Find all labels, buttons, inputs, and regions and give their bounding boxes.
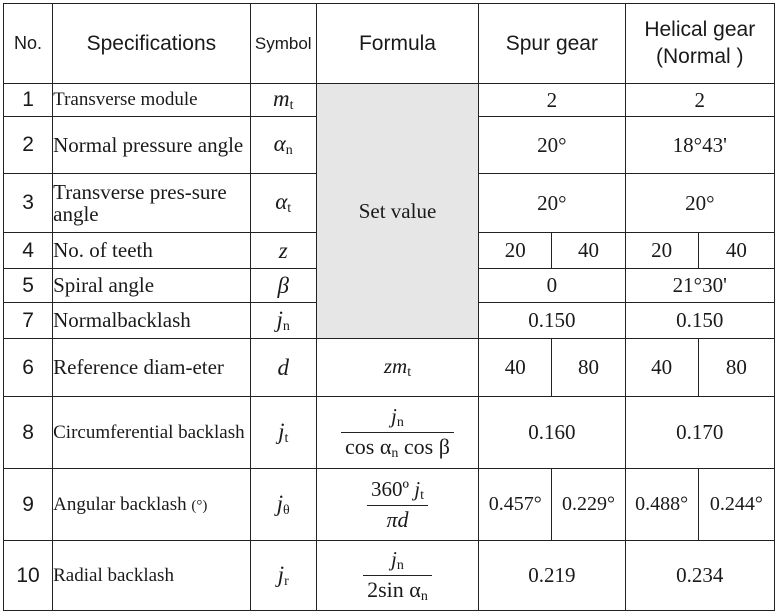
helical-value: 0.234 xyxy=(625,541,774,611)
helical-value-b: 40 xyxy=(698,233,774,269)
row-spec: Spiral angle xyxy=(53,269,251,303)
helical-value-a: 40 xyxy=(625,339,698,397)
header-spur-gear: Spur gear xyxy=(479,4,625,84)
header-no: No. xyxy=(4,4,53,84)
helical-value-a: 0.488° xyxy=(625,469,698,541)
formula-fraction: $\frac{j_n}{\cos \alpha_n \cos \beta}$ xyxy=(341,404,454,462)
spur-value: 20° xyxy=(479,117,625,174)
header-row xyxy=(4,4,775,84)
spur-value-a: 0.457° xyxy=(479,469,552,541)
helical-value-a: 20 xyxy=(625,233,698,269)
row-no: 2 xyxy=(4,117,53,174)
spur-value-b: 40 xyxy=(552,233,625,269)
spur-value: 0 xyxy=(479,269,625,303)
helical-value: 20° xyxy=(625,174,774,233)
row-no: 9 xyxy=(4,469,53,541)
row-symbol: $j_t$ xyxy=(250,397,316,469)
spur-value: 2 xyxy=(479,84,625,117)
row-spec: No. of teeth xyxy=(53,233,251,269)
row-symbol: β xyxy=(250,269,316,303)
row-spec: Transverse module xyxy=(53,84,251,117)
header-specifications: Specifications xyxy=(53,4,251,84)
row-no: 5 xyxy=(4,269,53,303)
row-no: 3 xyxy=(4,174,53,233)
spur-value: 0.150 xyxy=(479,303,625,339)
spur-value: 20° xyxy=(479,174,625,233)
helical-value: 0.150 xyxy=(625,303,774,339)
formula-cell xyxy=(316,541,478,611)
row-no: 7 xyxy=(4,303,53,339)
formula-fraction: $\frac{360º j_t}{\pi d}$ xyxy=(367,477,428,533)
helical-value-b: 80 xyxy=(698,339,774,397)
formula-fraction: $\frac{j_n}{2\sin \alpha_n}$ xyxy=(363,547,432,605)
row-spec: Normal pressure angle xyxy=(53,117,251,174)
spur-value: 0.219 xyxy=(479,541,625,611)
row-no: 10 xyxy=(4,541,53,611)
row-spec: Angular backlash (°) xyxy=(53,469,251,541)
row-symbol: z xyxy=(250,233,316,269)
spur-value-a: 40 xyxy=(479,339,552,397)
header-formula: Formula xyxy=(316,4,478,84)
set-value-cell: Set value xyxy=(316,84,478,339)
table-row xyxy=(4,541,775,611)
formula-cell: $zm_t$ xyxy=(316,339,478,397)
row-no: 8 xyxy=(4,397,53,469)
row-symbol: $\alpha_n$ xyxy=(250,117,316,174)
helical-value: 0.170 xyxy=(625,397,774,469)
row-spec: Transverse pres-sure angle xyxy=(53,174,251,233)
spur-value-b: 0.229° xyxy=(552,469,625,541)
table-row xyxy=(4,397,775,469)
formula-cell xyxy=(316,469,478,541)
header-symbol: Symbol xyxy=(250,4,316,84)
row-spec: Normalbacklash xyxy=(53,303,251,339)
helical-value: 18°43' xyxy=(625,117,774,174)
header-helical-line1: Helical gear xyxy=(644,18,756,42)
table-row xyxy=(4,84,775,117)
row-symbol: $j_r$ xyxy=(250,541,316,611)
row-symbol: $j_n$ xyxy=(250,303,316,339)
spur-value-b: 80 xyxy=(552,339,625,397)
helical-value: 2 xyxy=(625,84,774,117)
table-row xyxy=(4,469,775,541)
spur-value: 0.160 xyxy=(479,397,625,469)
row-no: 1 xyxy=(4,84,53,117)
helical-value: 21°30' xyxy=(625,269,774,303)
row-no: 4 xyxy=(4,233,53,269)
helical-value-b: 0.244° xyxy=(698,469,774,541)
row-spec: Radial backlash xyxy=(53,541,251,611)
row-symbol: $\alpha_t$ xyxy=(250,174,316,233)
row-symbol: $j_\theta$ xyxy=(250,469,316,541)
header-helical-gear xyxy=(625,4,774,84)
row-symbol: $m_t$ xyxy=(250,84,316,117)
row-spec: Circumferential backlash xyxy=(53,397,251,469)
gear-spec-table xyxy=(3,3,775,611)
formula-cell xyxy=(316,397,478,469)
table-row xyxy=(4,339,775,397)
row-no: 6 xyxy=(4,339,53,397)
row-spec: Reference diam-eter xyxy=(53,339,251,397)
spur-value-a: 20 xyxy=(479,233,552,269)
header-helical-line2: (Normal ) xyxy=(656,44,744,68)
row-symbol: d xyxy=(250,339,316,397)
